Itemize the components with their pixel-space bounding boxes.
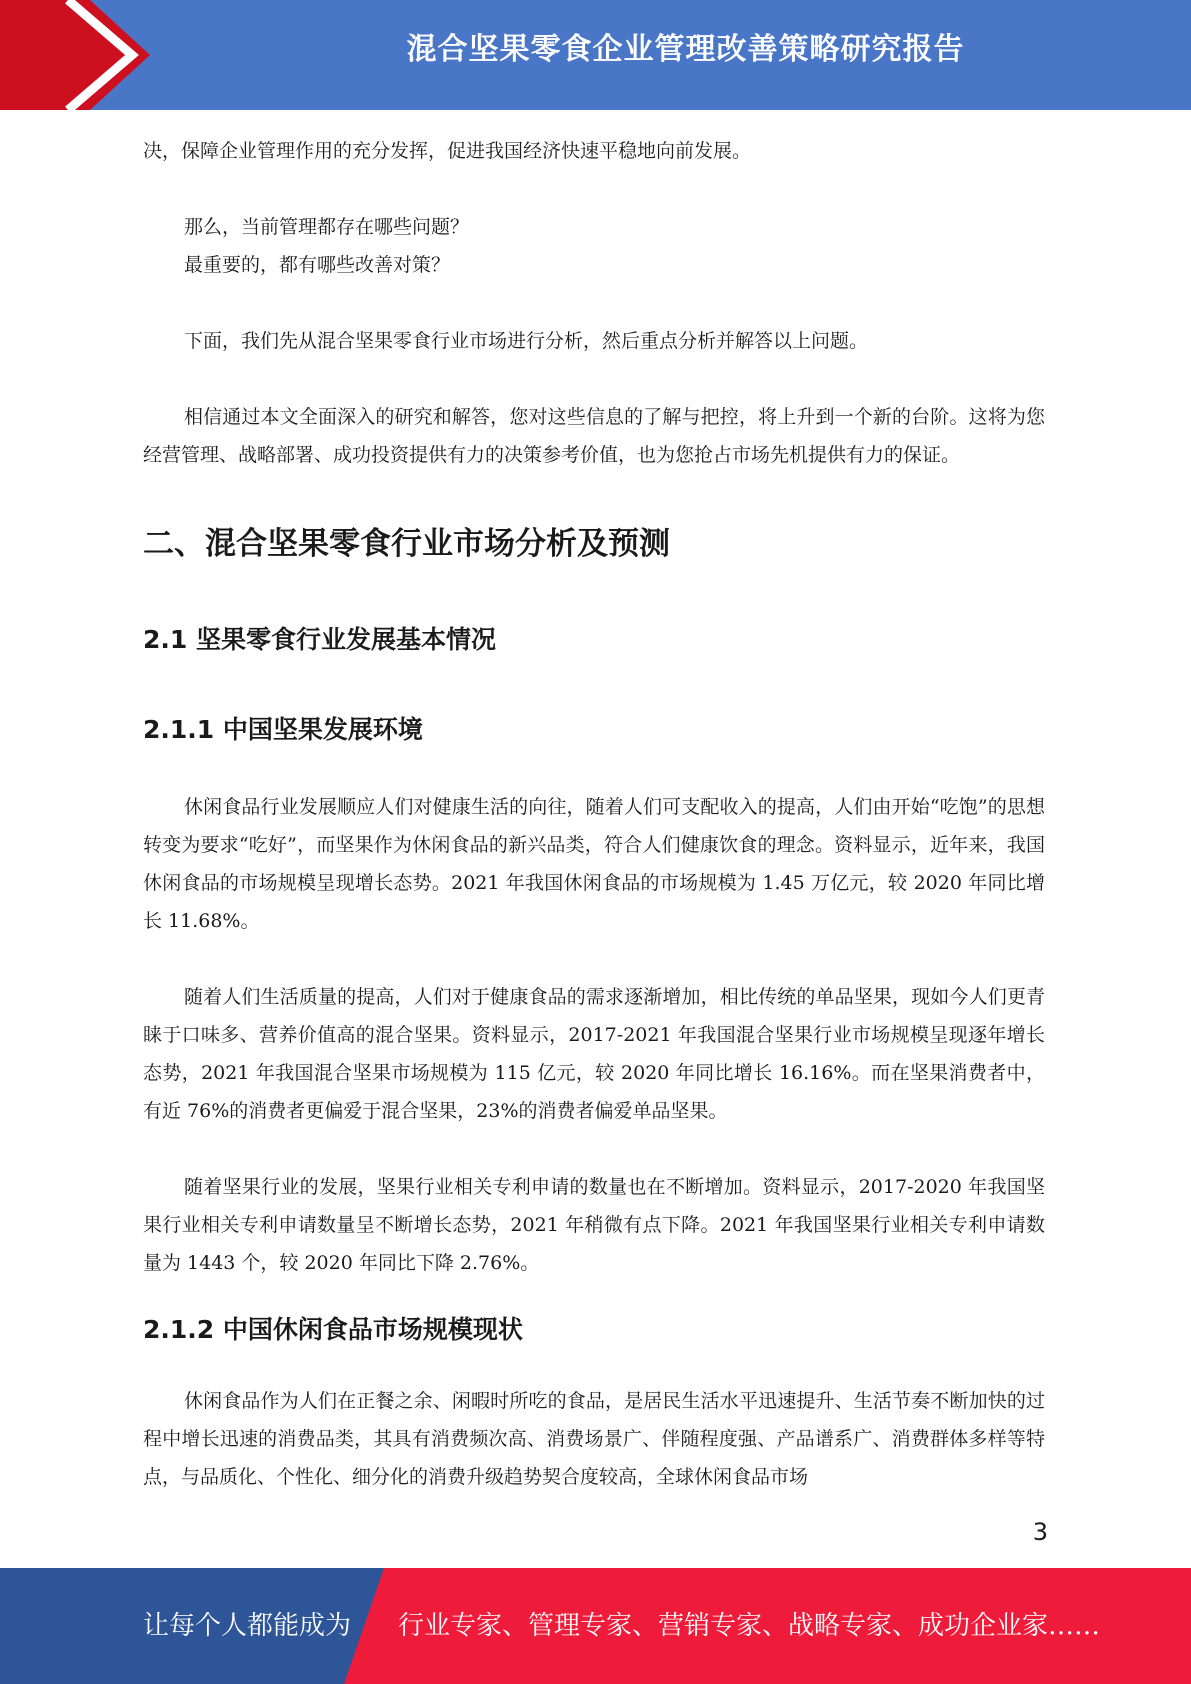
paragraph: 随着人们生活质量的提高，人们对于健康食品的需求逐渐增加，相比传统的单品坚果，现如今人们更青睐于口味多、营养价值高的混合坚果。资料显示，2017-2021 年我国混合坚果行业市场规模呈现逐年增长态势，2021 年我国混合坚果市场规模为 115 亿元，较 2020 年同比增长 16.16%。而在坚果消费者中，有近 76%的消费者更偏爱于混合坚果，23%的消费者偏爱单品坚果。 <box>143 986 1045 1122</box>
header-banner <box>0 0 1191 110</box>
question-line: 那么，当前管理都存在哪些问题？ <box>184 216 470 238</box>
header-arrow-decoration <box>0 0 160 110</box>
report-title: 混合坚果零食企业管理改善策略研究报告 <box>406 32 965 67</box>
footer-slogan-left: 让每个人都能成为 <box>143 1611 352 1641</box>
subsection-heading: 2.1 坚果零食行业发展基本情况 <box>143 625 496 654</box>
question-line: 最重要的，都有哪些改善对策？ <box>184 254 451 276</box>
paragraph: 随着坚果行业的发展，坚果行业相关专利申请的数量也在不断增加。资料显示，2017-2020 年我国坚果行业相关专利申请数量呈不断增长态势，2021 年稍微有点下降。2021 年我国坚果行业相关专利申请数量为 1443 个，较 2020 年同比下降 2.76%。 <box>143 1176 1045 1274</box>
page-content <box>143 132 1045 1496</box>
paragraph: 决，保障企业管理作用的充分发挥，促进我国经济快速平稳地向前发展。 <box>143 140 752 162</box>
footer-slogan-right: 行业专家、管理专家、营销专家、战略专家、成功企业家…… <box>398 1611 1101 1641</box>
section-heading: 二、混合坚果零食行业市场分析及预测 <box>143 526 670 562</box>
paragraph: 下面，我们先从混合坚果零食行业市场进行分析，然后重点分析并解答以上问题。 <box>184 330 869 352</box>
subsection-heading: 2.1.2 中国休闲食品市场规模现状 <box>143 1315 523 1344</box>
page-number: 3 <box>1032 1518 1048 1546</box>
paragraph: 休闲食品行业发展顺应人们对健康生活的向往，随着人们可支配收入的提高，人们由开始“吃饱”的思想转变为要求“吃好”，而坚果作为休闲食品的新兴品类，符合人们健康饮食的理念。资料显示，近年来，我国休闲食品的市场规模呈现增长态势。2021 年我国休闲食品的市场规模为 1.45 万亿元，较 2020 年同比增长 11.68%。 <box>143 796 1045 932</box>
paragraph: 休闲食品作为人们在正餐之余、闲暇时所吃的食品，是居民生活水平迅速提升、生活节奏不断加快的过程中增长迅速的消费品类，其具有消费频次高、消费场景广、伴随程度强、产品谱系广、消费群体多样等特点，与品质化、个性化、细分化的消费升级趋势契合度较高，全球休闲食品市场 <box>143 1390 1045 1488</box>
subsection-heading: 2.1.1 中国坚果发展环境 <box>143 715 423 744</box>
footer-banner <box>0 1568 1191 1684</box>
paragraph: 相信通过本文全面深入的研究和解答，您对这些信息的了解与把控，将上升到一个新的台阶。这将为您经营管理、战略部署、成功投资提供有力的决策参考价值，也为您抢占市场先机提供有力的保证。 <box>143 406 1045 466</box>
